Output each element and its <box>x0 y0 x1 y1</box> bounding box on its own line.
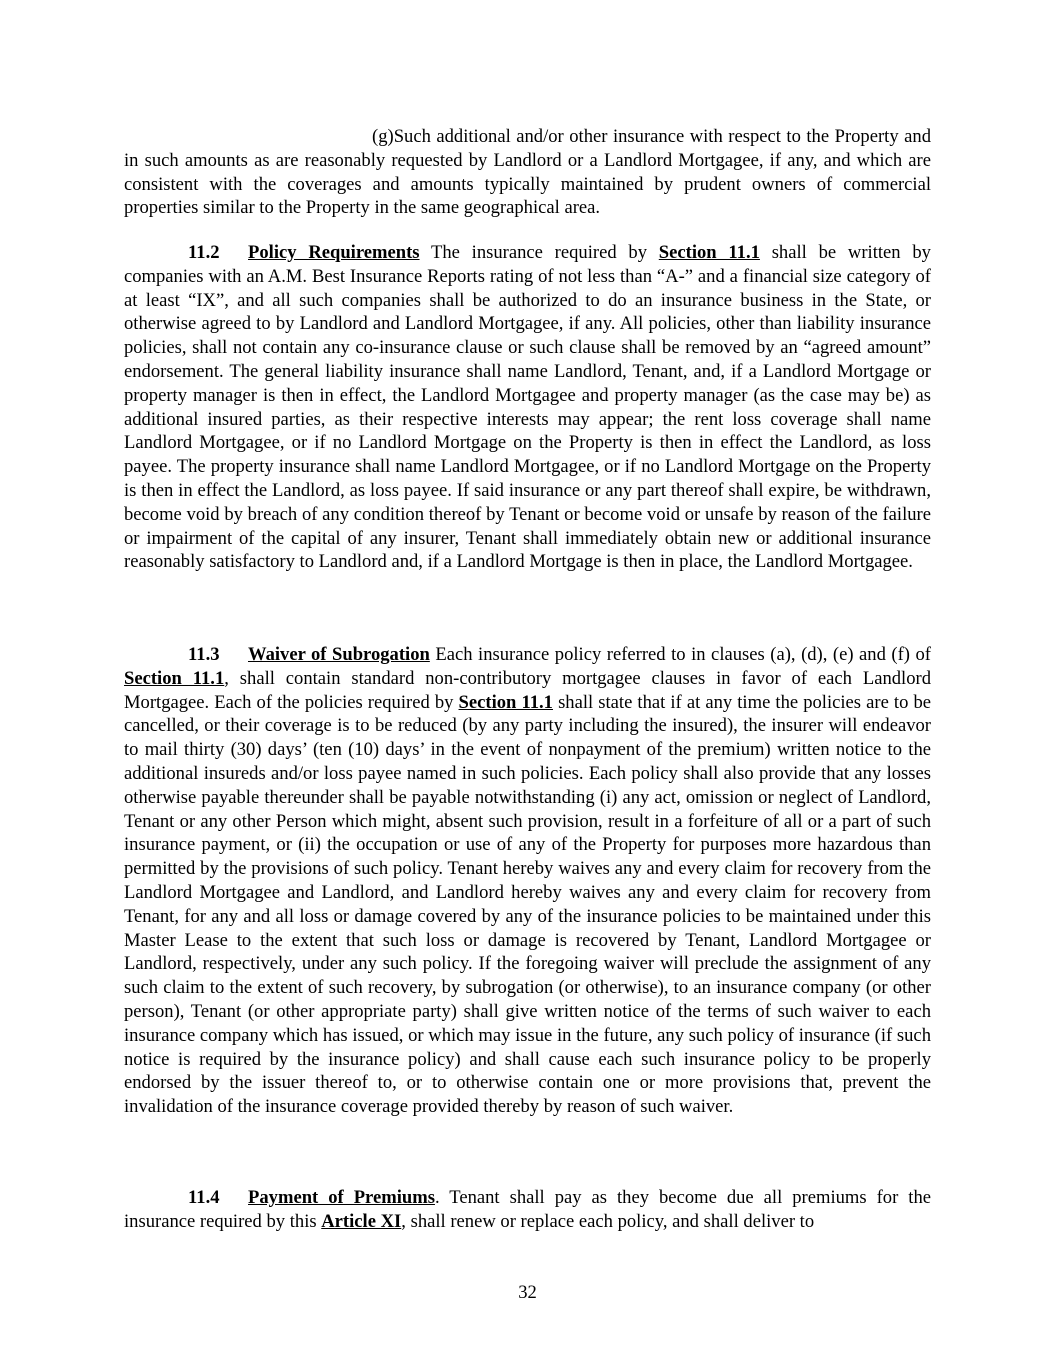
paragraph-g <box>124 125 931 220</box>
section-11-2-number: 11.2 <box>188 242 220 263</box>
section-11-3-text-2: , shall contain standard non-contributory mortgagee clauses in favor of each Landlord Mortgagee. Each of the policies required by <box>124 667 931 713</box>
section-11-4-number: 11.4 <box>188 1187 220 1208</box>
section-11-1-reference[interactable]: Section 11.1 <box>658 242 760 263</box>
page-number: 32 <box>518 1282 537 1303</box>
section-11-4-heading: Payment of Premiums <box>248 1187 435 1208</box>
paragraph-g-label: (g) <box>372 126 394 147</box>
section-11-4-text-2: , shall renew or replace each policy, and shall deliver to <box>401 1210 815 1232</box>
section-11-3-heading: Waiver of Subrogation <box>248 644 430 665</box>
section-11-3-number: 11.3 <box>188 644 220 665</box>
section-11-4-text-1: . Tenant shall pay as they become due all premiums for the insurance required by this <box>124 1187 931 1232</box>
section-11-2-text-1: The insurance required by <box>419 242 659 263</box>
section-11-2-text-2: shall be written by companies with an A.M. Best Insurance Reports rating of not less than “A-” and a financial size category of at least “IX”, and all such companies shall be authorized to do an insurance business in the State, or otherwise agreed to by Landlord and Landlord Mortgagee, if any. All policies, other than liability insurance policies, shall not contain any co-insurance clause or such clause shall be removed by an “agreed amount” endorsement. The general liability insurance shall name Landlord, Tenant, and, if a Landlord Mortgage or property manager is then in effect, the Landlord Mortgagee and property manager (as the case may be) as additional insured parties, as their respective interests may appear; the rent loss coverage shall name Landlord Mortgagee, or if no Landlord Mortgage on the Property is then in effect the Landlord, as loss payee. The property insurance shall name Landlord Mortgagee, or if no Landlord Mortgage on the Property is then in effect the Landlord, as loss payee. If said insurance or any part thereof shall expire, be withdrawn, become void by breach of any condition thereof by Tenant or become void or unsafe by reason of the failure or impairment of the capital of any insurer, Tenant shall immediately obtain new or additional insurance reasonably satisfactory to Landlord and, if a Landlord Mortgage is then in place, the Landlord Mortgagee. <box>124 242 931 573</box>
section-11-3 <box>124 643 931 1119</box>
section-11-1-reference[interactable]: Section 11.1 <box>124 667 225 689</box>
section-11-3-text-3: shall state that if at any time the policies are to be cancelled, or their coverage is to be reduced (by any party including the insured), the insurer will endeavor to mail thirty (30) days’ (ten (10) days’ in the event of nonpayment of the premium) written notice to the additional insureds and/or loss payee named in such policies. Each policy shall also provide that any losses otherwise payable thereunder shall be payable notwithstanding (i) any act, omission or neglect of Landlord, Tenant or any other Person which might, absent such provision, result in a forfeiture of all or a part of such insurance payment, or (ii) the occupation or use of any of the Property for purposes more hazardous than permitted by the provisions of such policy. Tenant hereby waives any and every claim for recovery from the Landlord Mortgagee and Landlord, and Landlord hereby waives any and every claim for recovery from Tenant, for any and all loss or damage covered by any of the insurance policies to be maintained under this Master Lease to the extent that such loss or damage is recovered by Tenant, Landlord Mortgagee or Landlord, respectively, under any such policy. If the foregoing waiver will preclude the assignment of any such claim to the extent of such recovery, by subrogation (or otherwise), to an insurance company (or other person), Tenant (or other appropriate party) shall give written notice of the terms of such waiver to each insurance company which has issued, or which may issue in the future, any such policy of insurance (if such notice is required by the insurance policy) and shall cause each such insurance policy to be properly endorsed by the issuer thereof to, or to otherwise contain one or more provisions that, prevent the invalidation of the insurance coverage provided thereby by reason of such waiver. <box>124 691 931 1118</box>
article-xi-reference[interactable]: Article XI <box>321 1210 402 1232</box>
section-11-1-reference[interactable]: Section 11.1 <box>458 691 553 713</box>
section-11-3-text-1: Each insurance policy referred to in clauses (a), (d), (e) and (f) of <box>429 644 931 665</box>
section-11-2-heading: Policy Requirements <box>248 242 420 263</box>
section-11-4 <box>124 1186 931 1234</box>
section-11-2 <box>124 241 931 574</box>
paragraph-g-text: Such additional and/or other insurance with respect to the Property and in such amounts as are reasonably requested by Landlord or a Landlord Mortgagee, if any, and which are consistent with the coverages and amounts typically maintained by prudent owners of commercial properties similar to the Property in the same geographical area. <box>124 126 931 219</box>
